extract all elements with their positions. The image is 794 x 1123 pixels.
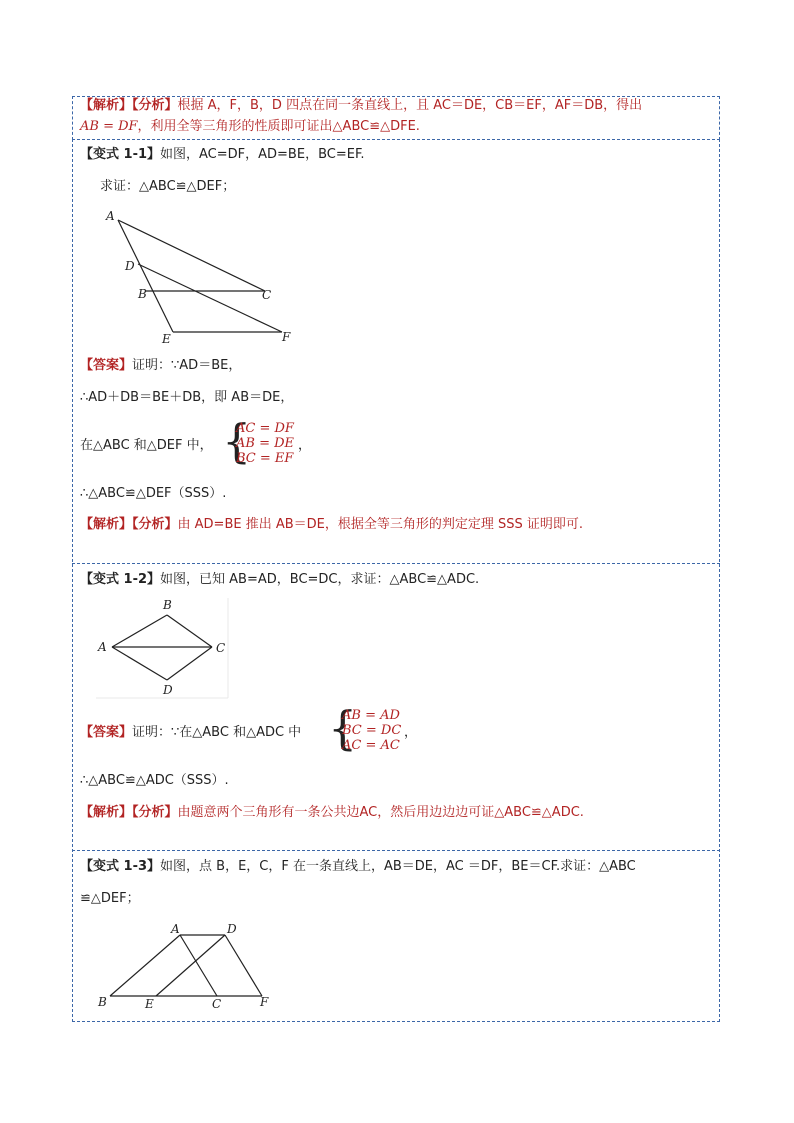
- divider: [72, 850, 720, 851]
- point-label: E: [162, 332, 171, 346]
- point-label: D: [163, 683, 173, 697]
- variant-1-3-question-cont: ≌△DEF；: [80, 891, 140, 906]
- analysis-line-1: 【解析】【分析】根据 A，F，B，D 四点在同一条直线上，且 AC＝DE，CB＝EF，AF＝DB，得出: [80, 98, 643, 113]
- variant-1-1-prove: 求证：△ABC≌△DEF；: [100, 179, 236, 194]
- analysis-tag: 【解析】【分析】: [80, 98, 178, 113]
- point-label: A: [98, 640, 107, 654]
- brace: {: [222, 414, 252, 468]
- variant-1-3-question: 【变式 1-3】如图，点 B，E，C，F 在一条直线上，AB＝DE，AC ＝DF，BE＝CF.求证：△ABC: [80, 859, 636, 874]
- point-label: D: [227, 922, 237, 936]
- answer-tag: 【答案】: [80, 725, 133, 740]
- answer-line: 【答案】证明：∵在△ABC 和△ADC 中: [80, 725, 302, 740]
- point-label: E: [145, 997, 154, 1011]
- analysis-tag: 【解析】【分析】: [80, 805, 178, 820]
- point-label: C: [212, 997, 222, 1011]
- figure-1-2: [92, 596, 232, 700]
- brace: {: [328, 701, 358, 755]
- math-expression: AB = DF: [80, 119, 138, 134]
- point-label: C: [262, 288, 272, 302]
- conclusion: ∴△ABC≌△ADC（SSS）.: [80, 773, 229, 788]
- point-label: F: [282, 330, 291, 344]
- analysis-tag: 【解析】【分析】: [80, 517, 178, 532]
- variant-1-1-question: 【变式 1-1】如图，AC=DF，AD=BE，BC=EF.: [80, 147, 365, 162]
- variant-tag: 【变式 1-3】: [80, 859, 161, 874]
- system-end: ，: [298, 438, 312, 453]
- point-label: F: [260, 995, 269, 1009]
- system-end: ，: [404, 725, 418, 740]
- conclusion: ∴△ABC≌△DEF（SSS）.: [80, 486, 227, 501]
- analysis-line: 【解析】【分析】由题意两个三角形有一条公共边AC，然后用边边边可证△ABC≌△ADC.: [80, 805, 584, 820]
- analysis-line-2: AB = DF，利用全等三角形的性质即可证出△ABC≌△DFE.: [80, 119, 420, 134]
- point-label: B: [138, 287, 147, 301]
- point-label: D: [125, 259, 135, 273]
- analysis-line: 【解析】【分析】由 AD=BE 推出 AB＝DE，根据全等三角形的判定定理 SSS 证明即可.: [80, 517, 584, 532]
- equation-system: AC = DF AB = DE BC = EF: [236, 421, 295, 466]
- equation-system: AB = AD BC = DC AC = AC: [342, 708, 402, 753]
- variant-1-2-question: 【变式 1-2】如图，已知 AB=AD，BC=DC，求证：△ABC≌△ADC.: [80, 572, 480, 587]
- point-label: B: [163, 598, 172, 612]
- answer-line-2: ∴AD＋DB＝BE＋DB，即 AB＝DE，: [80, 390, 294, 405]
- point-label: B: [98, 995, 107, 1009]
- figure-1-3: [92, 918, 292, 1014]
- answer-line-1: 【答案】证明：∵AD＝BE，: [80, 358, 242, 373]
- divider: [72, 563, 720, 564]
- answer-tag: 【答案】: [80, 358, 133, 373]
- point-label: A: [171, 922, 180, 936]
- figure-1-1: [100, 208, 310, 346]
- variant-tag: 【变式 1-1】: [80, 147, 161, 162]
- variant-tag: 【变式 1-2】: [80, 572, 161, 587]
- answer-line-3: 在△ABC 和△DEF 中，: [80, 438, 213, 453]
- point-label: C: [216, 641, 226, 655]
- point-label: A: [106, 209, 115, 223]
